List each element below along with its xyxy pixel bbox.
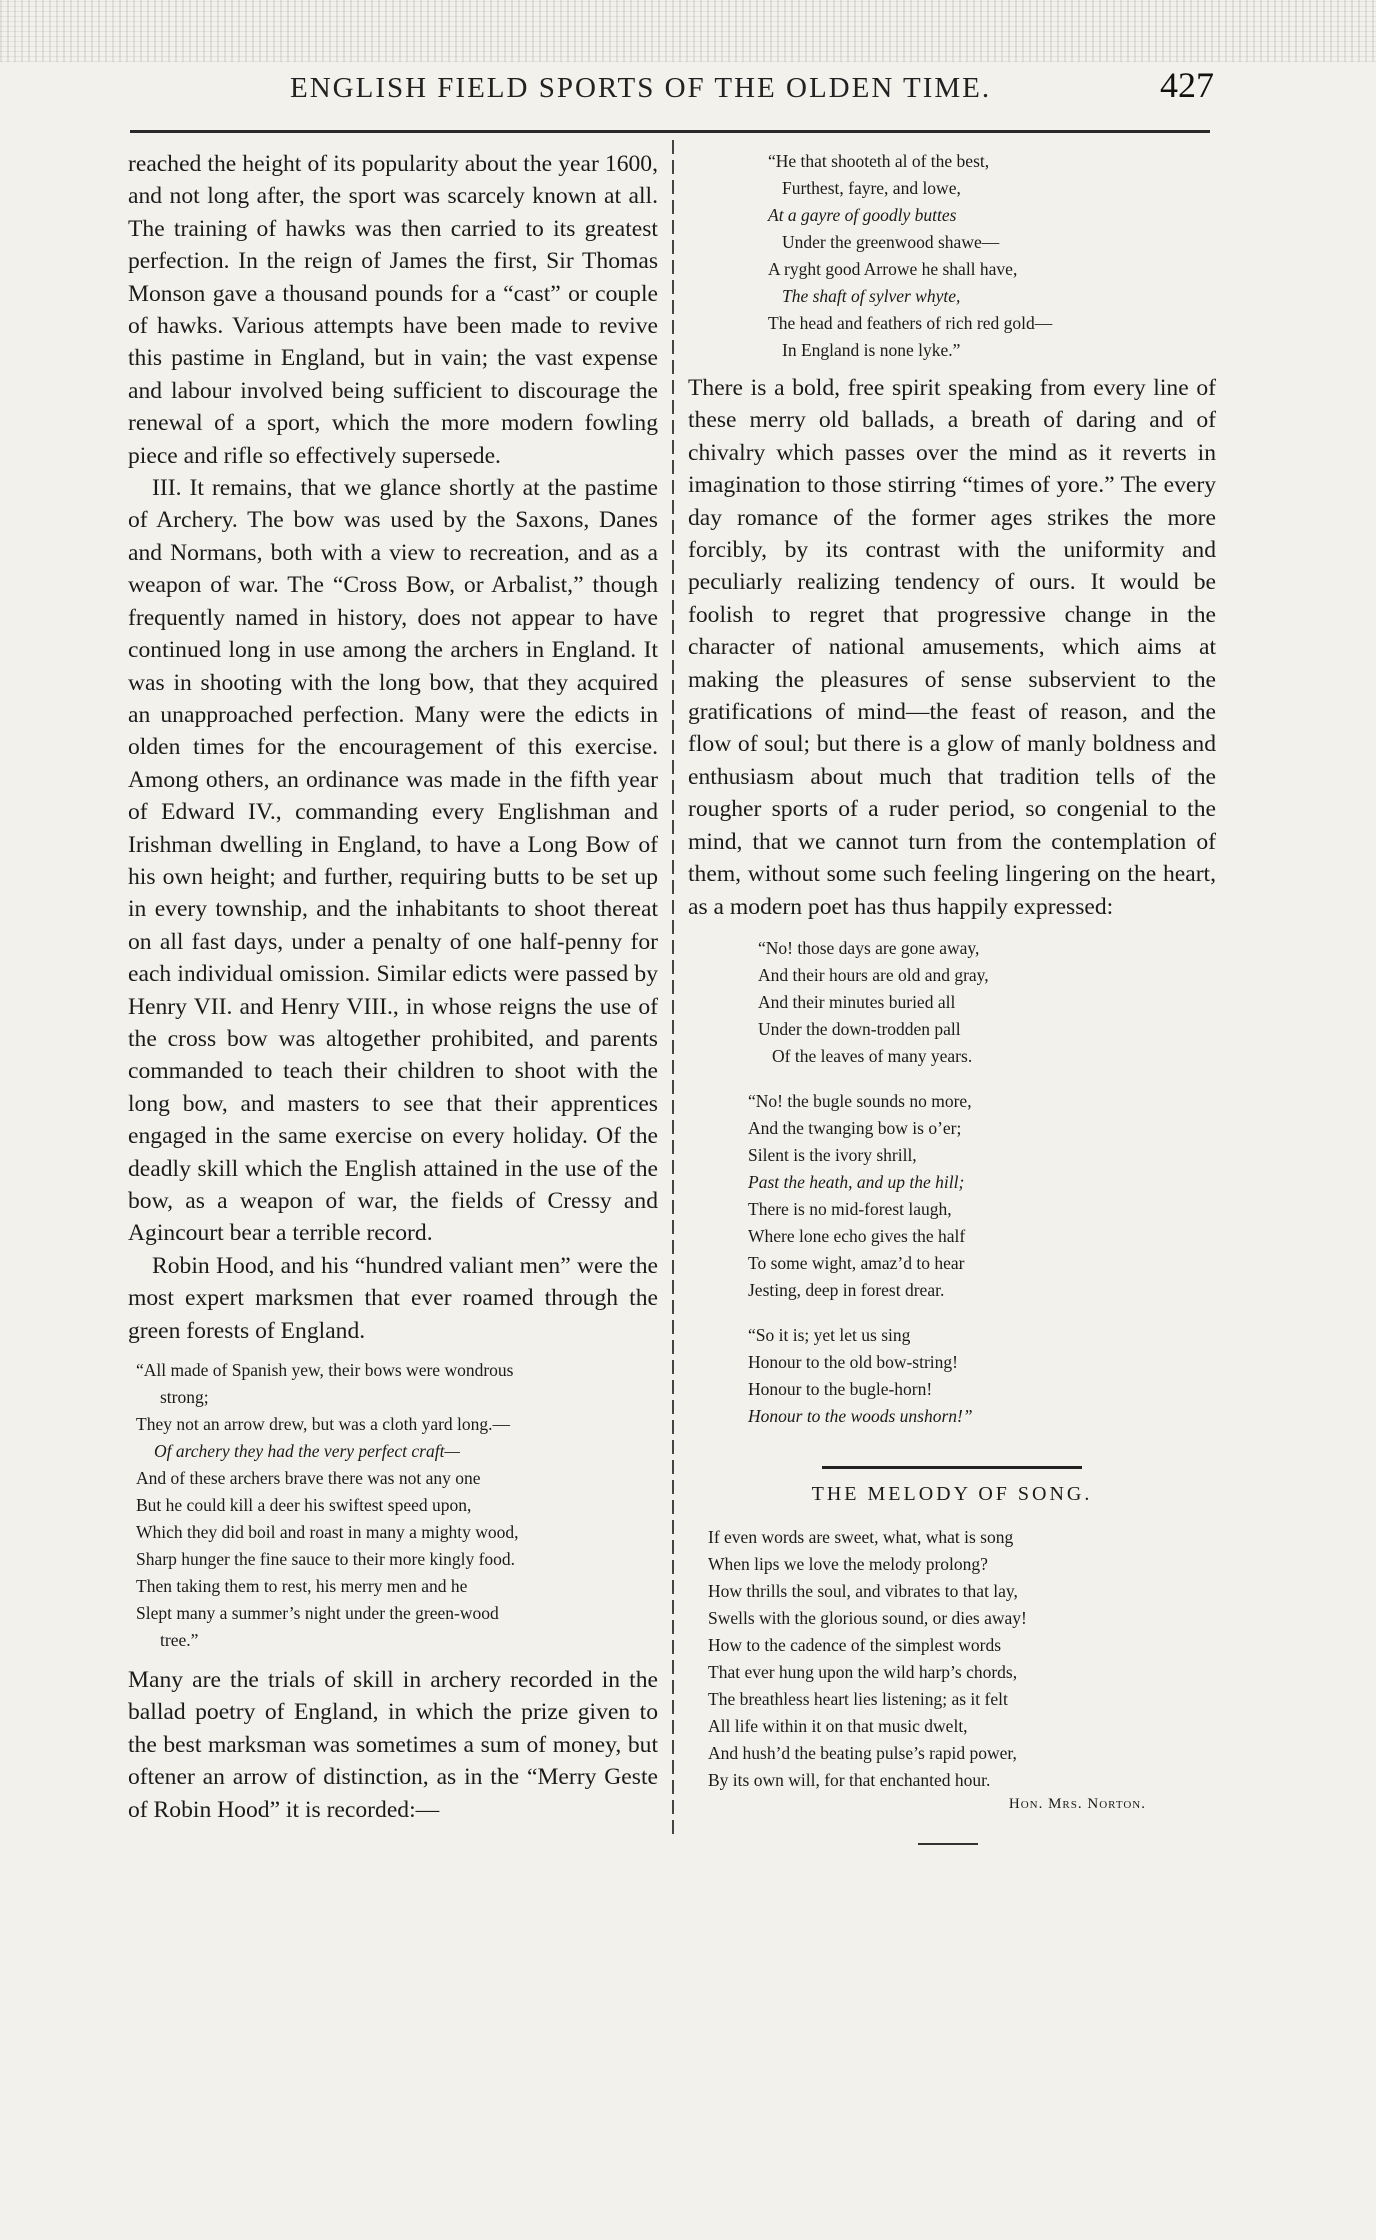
- verse-line: A ryght good Arrowe he shall have,: [768, 259, 1018, 279]
- verse-line: And of these archers brave there was not any one: [136, 1468, 481, 1489]
- robin-hood-verse: [136, 1357, 658, 1654]
- verse-line: And the twanging bow is o’er;: [748, 1117, 962, 1138]
- left-column: [128, 148, 658, 1826]
- verse-line: And hush’d the beating pulse’s rapid power,: [708, 1742, 1017, 1763]
- verse-line: By its own will, for that enchanted hour.: [708, 1769, 991, 1790]
- verse-line: Swells with the glorious sound, or dies away!: [708, 1607, 1027, 1628]
- poem-stanza-1: [758, 935, 1216, 1070]
- page-number: 427: [1160, 65, 1214, 105]
- verse-line: strong;: [160, 1387, 209, 1408]
- verse-line: Under the greenwood shawe—: [782, 232, 1000, 252]
- poem-stanza-3: [748, 1322, 1216, 1430]
- verse-line: The shaft of sylver whyte,: [782, 286, 961, 306]
- verse-line: “He that shooteth al of the best,: [768, 151, 990, 171]
- paragraph-archery: III. It remains, that we glance shortly at the pastime of Archery. The bow was used by the Saxons, Danes and Normans, both with a view to recreation, and as a weapon of war. The “Cross Bow, or Arbalist,” though frequently named in history, does not appear to have continued long in use among the archers in England. It was in shooting with the long bow, that they acquired an unapproached perfection. Many were the edicts in olden times for the encouragement of this exercise. Among others, an ordinance was made in the fifth year of Edward IV., commanding every Englishman and Irishman dwelling in England, to have a Long Bow of his own height; and further, requiring butts to be set up in every township, and the inhabitants to shoot thereat on all fast days, under a penalty of one half-penny for each individual omission. Similar edicts were passed by Henry VII. and Henry VIII., in whose reigns the use of the cross bow was altogether prohibited, and parents commanded to teach their children to shoot with the long bow, and masters to see that their apprentices engaged in the same exercise on every holiday. Of the deadly skill which the English attained in the use of the bow, as a weapon of war, the fields of Cressy and Agincourt bear a terrible record.: [128, 475, 658, 1247]
- poem-stanza-2: [748, 1088, 1216, 1304]
- verse-line: “No! the bugle sounds no more,: [748, 1090, 972, 1111]
- song-title: THE MELODY OF SONG.: [811, 1482, 1093, 1505]
- verse-line: Of the leaves of many years.: [772, 1045, 973, 1066]
- verse-line: Where lone echo gives the half: [748, 1225, 966, 1246]
- song-attribution: Hon. Mrs. Norton.: [1008, 1795, 1146, 1812]
- verse-line: Honour to the old bow-string!: [748, 1351, 958, 1372]
- right-column: [688, 148, 1216, 1845]
- verse-line: “No! those days are gone away,: [758, 937, 980, 958]
- verse-line: And their minutes buried all: [758, 991, 956, 1012]
- page-top-border: [0, 0, 1376, 62]
- paragraph-trials-of-skill: Many are the trials of skill in archery recorded in the ballad poetry of England, in which the prize given to the best marksman was sometimes a sum of money, but oftener an arrow of distinction, as in the “Merry Geste of Robin Hood” it is recorded:—: [128, 1667, 658, 1823]
- merry-geste-verse: [768, 148, 1216, 364]
- verse-line: “All made of Spanish yew, their bows were wondrous: [136, 1360, 514, 1381]
- verse-line: Silent is the ivory shrill,: [748, 1144, 917, 1165]
- verse-line: Of archery they had the very perfect craft—: [154, 1441, 460, 1462]
- song-verse: [708, 1524, 1216, 1794]
- verse-line: If even words are sweet, what, what is song: [708, 1526, 1014, 1547]
- verse-line: In England is none lyke.”: [782, 340, 961, 360]
- verse-line: The head and feathers of rich red gold—: [768, 313, 1053, 333]
- verse-line: How thrills the soul, and vibrates to that lay,: [708, 1580, 1018, 1601]
- verse-line: Honour to the woods unshorn!”: [748, 1405, 973, 1426]
- running-title: ENGLISH FIELD SPORTS OF THE OLDEN TIME.: [290, 72, 992, 104]
- section-rule: [822, 1466, 1082, 1469]
- verse-line: And their hours are old and gray,: [758, 964, 989, 985]
- verse-line: Past the heath, and up the hill;: [748, 1171, 965, 1192]
- verse-line: Honour to the bugle-horn!: [748, 1378, 933, 1399]
- verse-line: Sharp hunger the fine sauce to their more kingly food.: [136, 1549, 516, 1570]
- verse-line: Under the down-trodden pall: [758, 1018, 961, 1039]
- verse-line: To some wight, amaz’d to hear: [748, 1252, 965, 1273]
- verse-line: Then taking them to rest, his merry men and he: [136, 1576, 468, 1597]
- paragraph-hawking: reached the height of its popularity about the year 1600, and not long after, the sport was scarcely known at all. The training of hawks was then carried to its greatest perfection. In the reign of James the first, Sir Thomas Monson gave a thousand pounds for a “cast” or couple of hawks. Various attempts have been made to revive this pastime in England, but in vain; the vast expense and labour involved being sufficient to discourage the renewal of a sport, which the more modern fowling piece and rifle so effectively supersede.: [128, 151, 658, 469]
- header-rule: [130, 130, 1210, 133]
- verse-line: “So it is; yet let us sing: [748, 1324, 911, 1345]
- verse-line: All life within it on that music dwelt,: [708, 1715, 968, 1736]
- verse-line: Furthest, fayre, and lowe,: [782, 178, 961, 198]
- verse-line: Which they did boil and roast in many a mighty wood,: [136, 1522, 519, 1543]
- verse-line: That ever hung upon the wild harp’s chords,: [708, 1661, 1018, 1682]
- verse-line: But he could kill a deer his swiftest speed upon,: [136, 1495, 472, 1516]
- end-rule: [918, 1843, 978, 1845]
- verse-line: They not an arrow drew, but was a cloth yard long.—: [136, 1414, 511, 1435]
- verse-line: Jesting, deep in forest drear.: [748, 1279, 945, 1300]
- verse-line: There is no mid-forest laugh,: [748, 1198, 952, 1219]
- verse-line: At a gayre of goodly buttes: [768, 205, 957, 225]
- verse-line: When lips we love the melody prolong?: [708, 1553, 988, 1574]
- page-header: [250, 62, 1250, 106]
- verse-line: tree.”: [160, 1630, 199, 1651]
- verse-line: Slept many a summer’s night under the green-wood: [136, 1603, 499, 1624]
- column-divider: [672, 140, 674, 1840]
- paragraph-bold-free-spirit: There is a bold, free spirit speaking from every line of these merry old ballads, a breath of daring and of chivalry which passes over the mind as it reverts in imagination to those stirring “times of yore.” The every day romance of the former ages strikes the more forcibly, by its contrast with the uniformity and peculiarly realizing tendency of ours. It would be foolish to regret that progressive change in the character of national amusements, which aims at making the pleasures of sense subservient to the gratifications of mind—the feast of reason, and the flow of soul; but there is a glow of manly boldness and enthusiasm about much that tradition tells of the rougher sports of a ruder period, so congenial to the mind, that we cannot turn from the contemplation of them, without some such feeling lingering on the heart, as a modern poet has thus happily expressed:: [688, 375, 1216, 920]
- paragraph-robin-hood: Robin Hood, and his “hundred valiant men” were the most expert marksmen that ever roamed through the green forests of England.: [128, 1252, 658, 1344]
- verse-line: How to the cadence of the simplest words: [708, 1634, 1002, 1655]
- verse-line: The breathless heart lies listening; as it felt: [708, 1688, 1008, 1709]
